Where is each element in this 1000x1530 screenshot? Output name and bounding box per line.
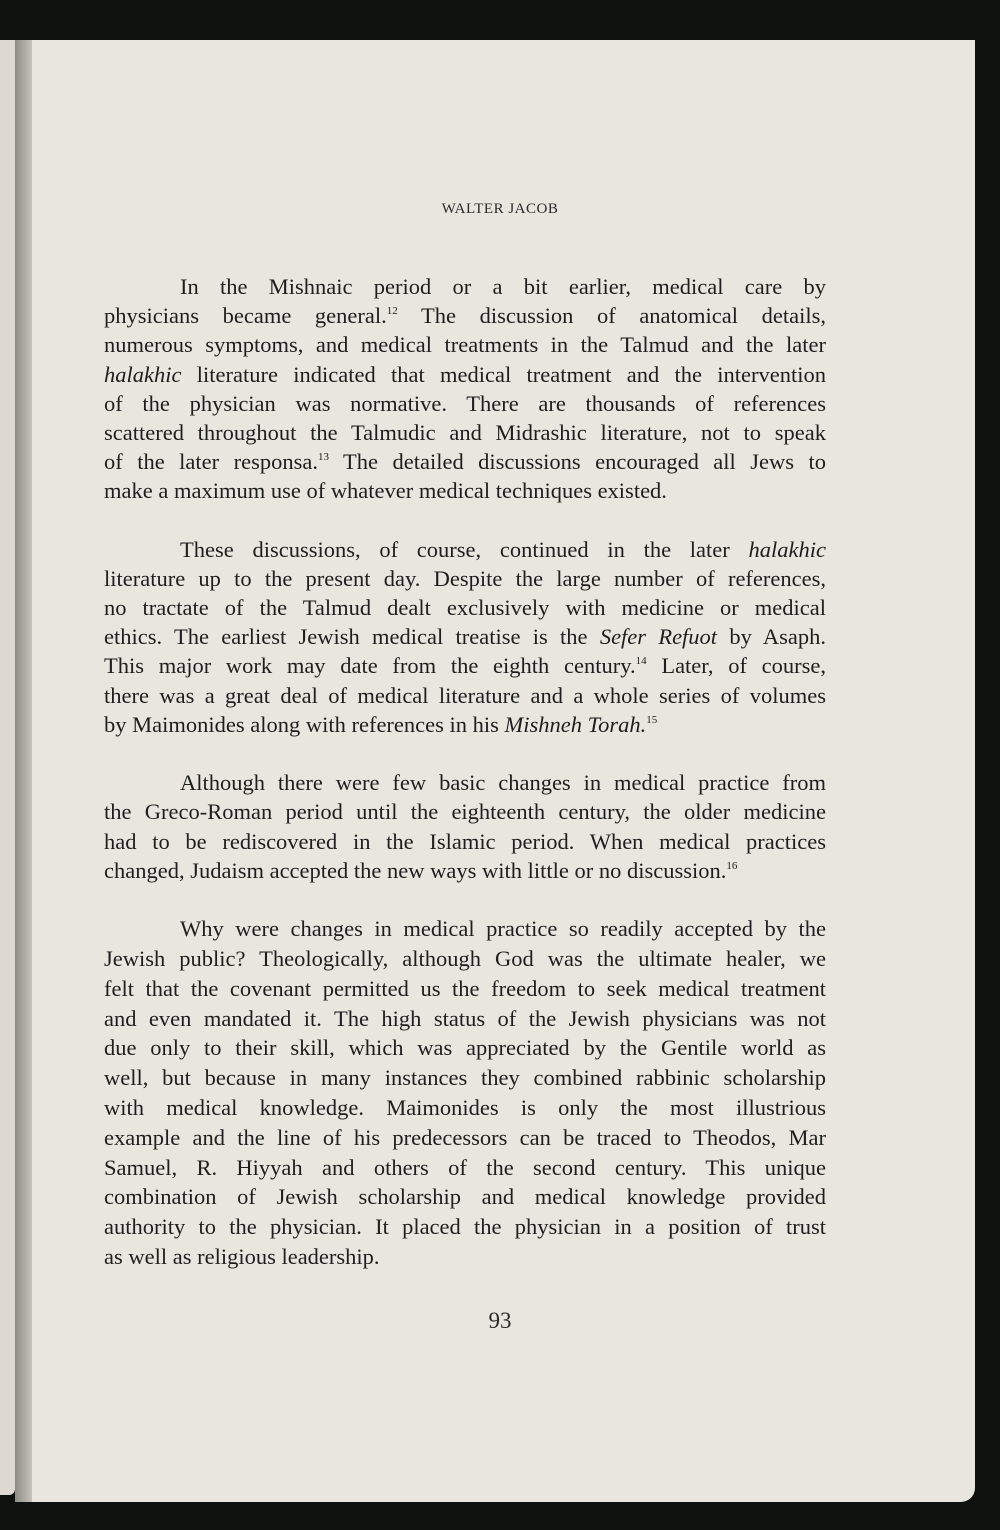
paragraph [104, 272, 826, 506]
text-segment: In the Mishnaic period or a bit earlier, medical care by [180, 274, 826, 299]
text-segment: scattered throughout the Talmudic and Midrashic literature, not to speak [104, 419, 826, 445]
text-segment: These discussions, of course, continued in the later [180, 536, 749, 562]
text-line [104, 1063, 826, 1093]
footnote-reference: 16 [726, 859, 738, 872]
body-text [104, 272, 826, 1272]
italic-term: Sefer Refuot [599, 624, 718, 650]
text-segment: by Maimonides along with references in his [104, 711, 505, 737]
text-segment: changed, Judaism accepted the new ways with little or no discussion. [104, 857, 727, 883]
text-segment: Why were changes in medical practice so readily accepted by the [180, 916, 826, 942]
text-segment: of the later responsa. [104, 449, 318, 475]
text-line [104, 856, 826, 885]
italic-term: halakhic [104, 361, 182, 387]
text-line [104, 710, 826, 739]
text-segment: physicians became general. [104, 303, 387, 329]
text-segment: combination of Jewish scholarship and medical knowledge provided [104, 1184, 826, 1210]
text-segment: of the physician was normative. There are thousands of references [104, 390, 826, 416]
text-line [104, 914, 826, 944]
paragraph [104, 914, 826, 1272]
text-line [104, 1123, 826, 1153]
footnote-reference: 12 [386, 305, 398, 318]
text-line [104, 1004, 826, 1034]
text-line [104, 564, 826, 593]
text-line [104, 593, 826, 622]
text-line [104, 360, 826, 389]
text-segment: The discussion of anatomical details, [397, 303, 827, 329]
text-line [104, 476, 826, 505]
text-line [104, 535, 826, 564]
paragraph [104, 535, 826, 739]
text-line [104, 301, 826, 330]
running-header: WALTER JACOB [441, 201, 559, 217]
text-segment: as well as religious leadership. [104, 1243, 380, 1269]
footnote-reference: 13 [317, 451, 329, 464]
text-segment: numerous symptoms, and medical treatments in the Talmud and the later [104, 332, 826, 358]
text-line [104, 797, 826, 826]
text-segment: ethics. The earliest Jewish medical treatise is the [104, 624, 600, 650]
text-segment: Samuel, R. Hiyyah and others of the second century. This unique [104, 1154, 826, 1180]
text-segment: This major work may date from the eighth century. [104, 653, 636, 679]
text-line [104, 1153, 826, 1183]
footnote-reference: 14 [635, 655, 647, 668]
text-line [104, 768, 826, 797]
text-segment: felt that the covenant permitted us the freedom to seek medical treatment [104, 975, 826, 1001]
text-segment: well, but because in many instances they combined rabbinic scholarship [104, 1065, 826, 1091]
text-line [104, 1182, 826, 1212]
italic-term: halakhic [748, 536, 826, 562]
text-segment: literature indicated that medical treatment and the intervention [181, 361, 826, 387]
text-line [104, 1212, 826, 1242]
italic-term: Mishneh Torah. [504, 711, 647, 737]
text-segment: literature up to the present day. Despite the large number of references, [104, 565, 826, 591]
text-segment: Later, of course, [646, 653, 826, 679]
text-segment: and even mandated it. The high status of the Jewish physicians was not [104, 1005, 826, 1031]
text-segment: no tractate of the Talmud dealt exclusively with medicine or medical [104, 595, 826, 621]
text-line [104, 944, 826, 974]
text-segment: due only to their skill, which was appreciated by the Gentile world as [104, 1035, 826, 1061]
text-line [104, 418, 826, 447]
text-segment: authority to the physician. It placed the physician in a position of trust [104, 1214, 826, 1240]
text-segment: Although there were few basic changes in medical practice from [180, 770, 826, 796]
paragraph [104, 768, 826, 885]
text-segment: example and the line of his predecessors can be traced to Theodos, Mar [104, 1124, 826, 1150]
book-gutter [15, 40, 33, 1502]
text-line [104, 447, 826, 476]
text-line [104, 827, 826, 856]
text-segment: Jewish public? Theologically, although God was the ultimate healer, we [104, 945, 826, 971]
text-segment: by Asaph. [717, 624, 826, 650]
text-segment: the Greco-Roman period until the eighteenth century, the older medicine [104, 799, 826, 825]
text-line [104, 1093, 826, 1123]
text-line [104, 389, 826, 418]
text-segment: The detailed discussions encouraged all Jews to [328, 449, 826, 475]
text-line [104, 651, 826, 680]
text-line [104, 622, 826, 651]
text-line [104, 974, 826, 1004]
text-line [104, 1033, 826, 1063]
page-number: 93 [488, 1308, 512, 1333]
text-segment: with medical knowledge. Maimonides is only the most illustrious [104, 1094, 826, 1120]
text-line [104, 272, 826, 301]
text-segment: there was a great deal of medical literature and a whole series of volumes [104, 682, 826, 708]
footnote-reference: 15 [646, 713, 658, 726]
previous-page-edge [0, 40, 15, 1495]
text-line [104, 330, 826, 359]
text-segment: had to be rediscovered in the Islamic period. When medical practices [104, 828, 826, 854]
text-segment: make a maximum use of whatever medical techniques existed. [104, 478, 667, 504]
text-line [104, 681, 826, 710]
text-line [104, 1242, 826, 1272]
